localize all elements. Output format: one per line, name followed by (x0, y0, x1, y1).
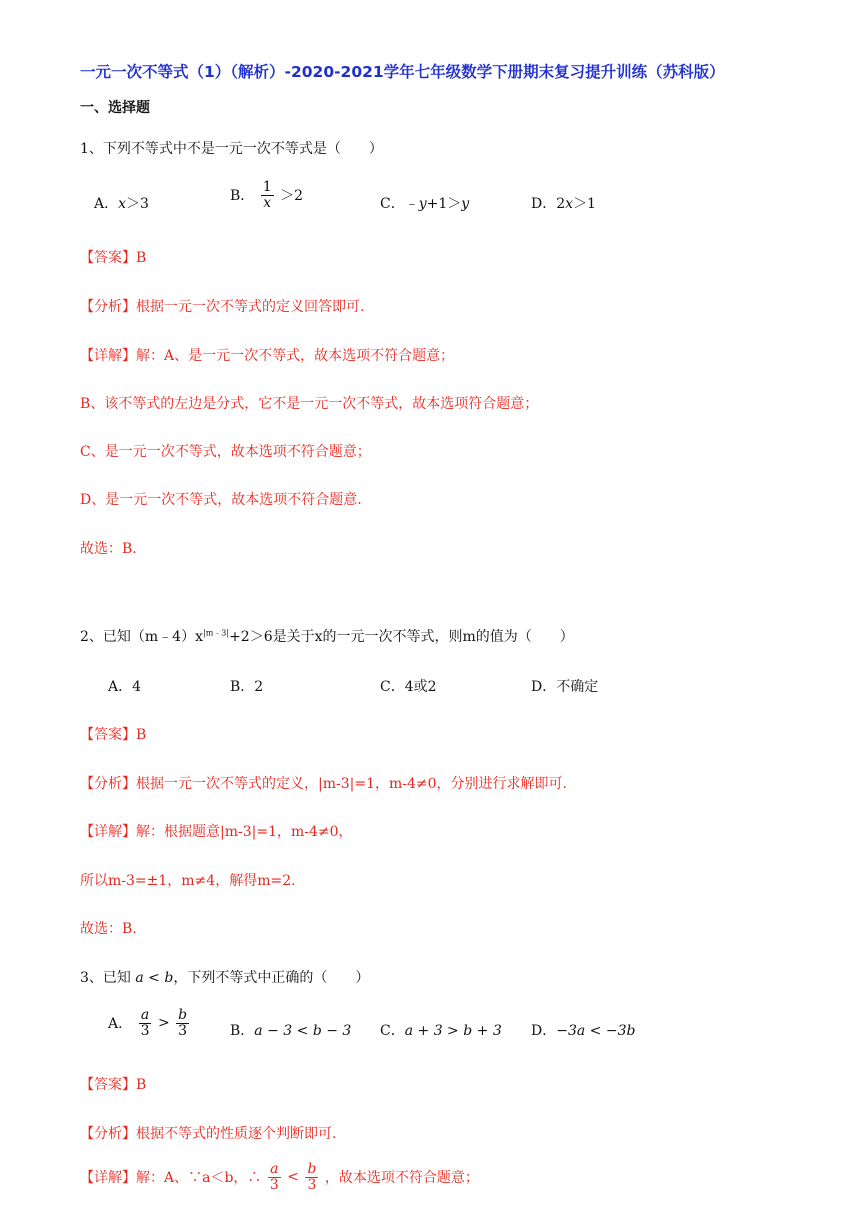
question-2-stem: 2、已知$(m﹣4)x^{|m﹣3|}+2>6$是关于x的一元一次不等式，则m的值为（ ） (80, 628, 574, 645)
section-heading: 一、选择题 (80, 100, 150, 116)
q1-detail: 【详解】解：A、是一元一次不等式，故本选项不符合题意； (80, 348, 455, 364)
q3-option-d: D．−3a < −3b (531, 1023, 636, 1039)
q1-option-b: B． $\frac{1}{x}$ ＞2 (230, 179, 304, 211)
q2-option-b: B．2 (230, 679, 264, 695)
q2-option-d: D．不确定 (531, 679, 599, 695)
q2-option-c: C．4或2 (380, 679, 437, 695)
q3-answer: 【答案】B (80, 1077, 147, 1093)
q2-answer: 【答案】B (80, 727, 147, 743)
q3-option-b: B．a − 3 < b − 3 (230, 1023, 352, 1039)
q2-choose: 故选：B. (80, 921, 137, 937)
q2-detail: 【详解】解：根据题意|m-3|=1，m-4≠0， (80, 824, 353, 840)
question-3-stem: 3、已知 a < b，下列不等式中正确的（ ） (80, 970, 370, 986)
q1-option-d: D．2x＞1 (531, 196, 596, 212)
q3-a-fraction-left: $\frac{a}{3}$ (140, 1007, 150, 1039)
q1-analysis: 【分析】根据一元一次不等式的定义回答即可. (80, 299, 365, 315)
q1-choose: 故选：B. (80, 541, 137, 557)
q1-detail-c: C、是一元一次不等式，故本选项不符合题意； (80, 444, 371, 460)
q1-detail-b: B、该不等式的左边是分式，它不是一元一次不等式，故本选项符合题意； (80, 396, 539, 412)
q3-analysis: 【分析】根据不等式的性质逐个判断即可. (80, 1126, 337, 1142)
q3-option-c: C．a + 3 > b + 3 (380, 1023, 502, 1039)
q3-detail: 【详解】解：A、∵a＜b，∴ $\frac{a}{3}$ < $\frac{b}{3}$ ，故本选项不符合题意； (80, 1161, 479, 1193)
q1-answer: 【答案】B (80, 250, 147, 266)
q3-detail-fraction-right: $\frac{b}{3}$ (307, 1161, 317, 1193)
document-title: 一元一次不等式（1）（解析）-2020-2021学年七年级数学下册期末复习提升训练（苏科版） (80, 63, 725, 81)
q1-option-c: C．﹣y+1＞y (380, 196, 470, 212)
q1-b-fraction: $\frac{1}{x}$ (262, 179, 272, 211)
q3-detail-fraction-left: $\frac{a}{3}$ (269, 1161, 279, 1193)
q2-detail-2: 所以m-3=±1，m≠4，解得m=2. (80, 873, 296, 889)
q1-detail-d: D、是一元一次不等式，故本选项不符合题意. (80, 492, 362, 508)
q2-analysis: 【分析】根据一元一次不等式的定义，|m-3|=1，m-4≠0，分别进行求解即可. (80, 776, 567, 792)
q2-option-a: A．4 (108, 679, 142, 695)
q3-a-fraction-right: $\frac{b}{3}$ (178, 1007, 188, 1039)
q3-option-a: A． $\frac{a}{3}$ > $\frac{b}{3}$ (108, 1007, 188, 1039)
q1-option-a: A．x＞3 (94, 196, 149, 212)
question-1-stem: 1、下列不等式中不是一元一次不等式是（ ） (80, 141, 383, 157)
